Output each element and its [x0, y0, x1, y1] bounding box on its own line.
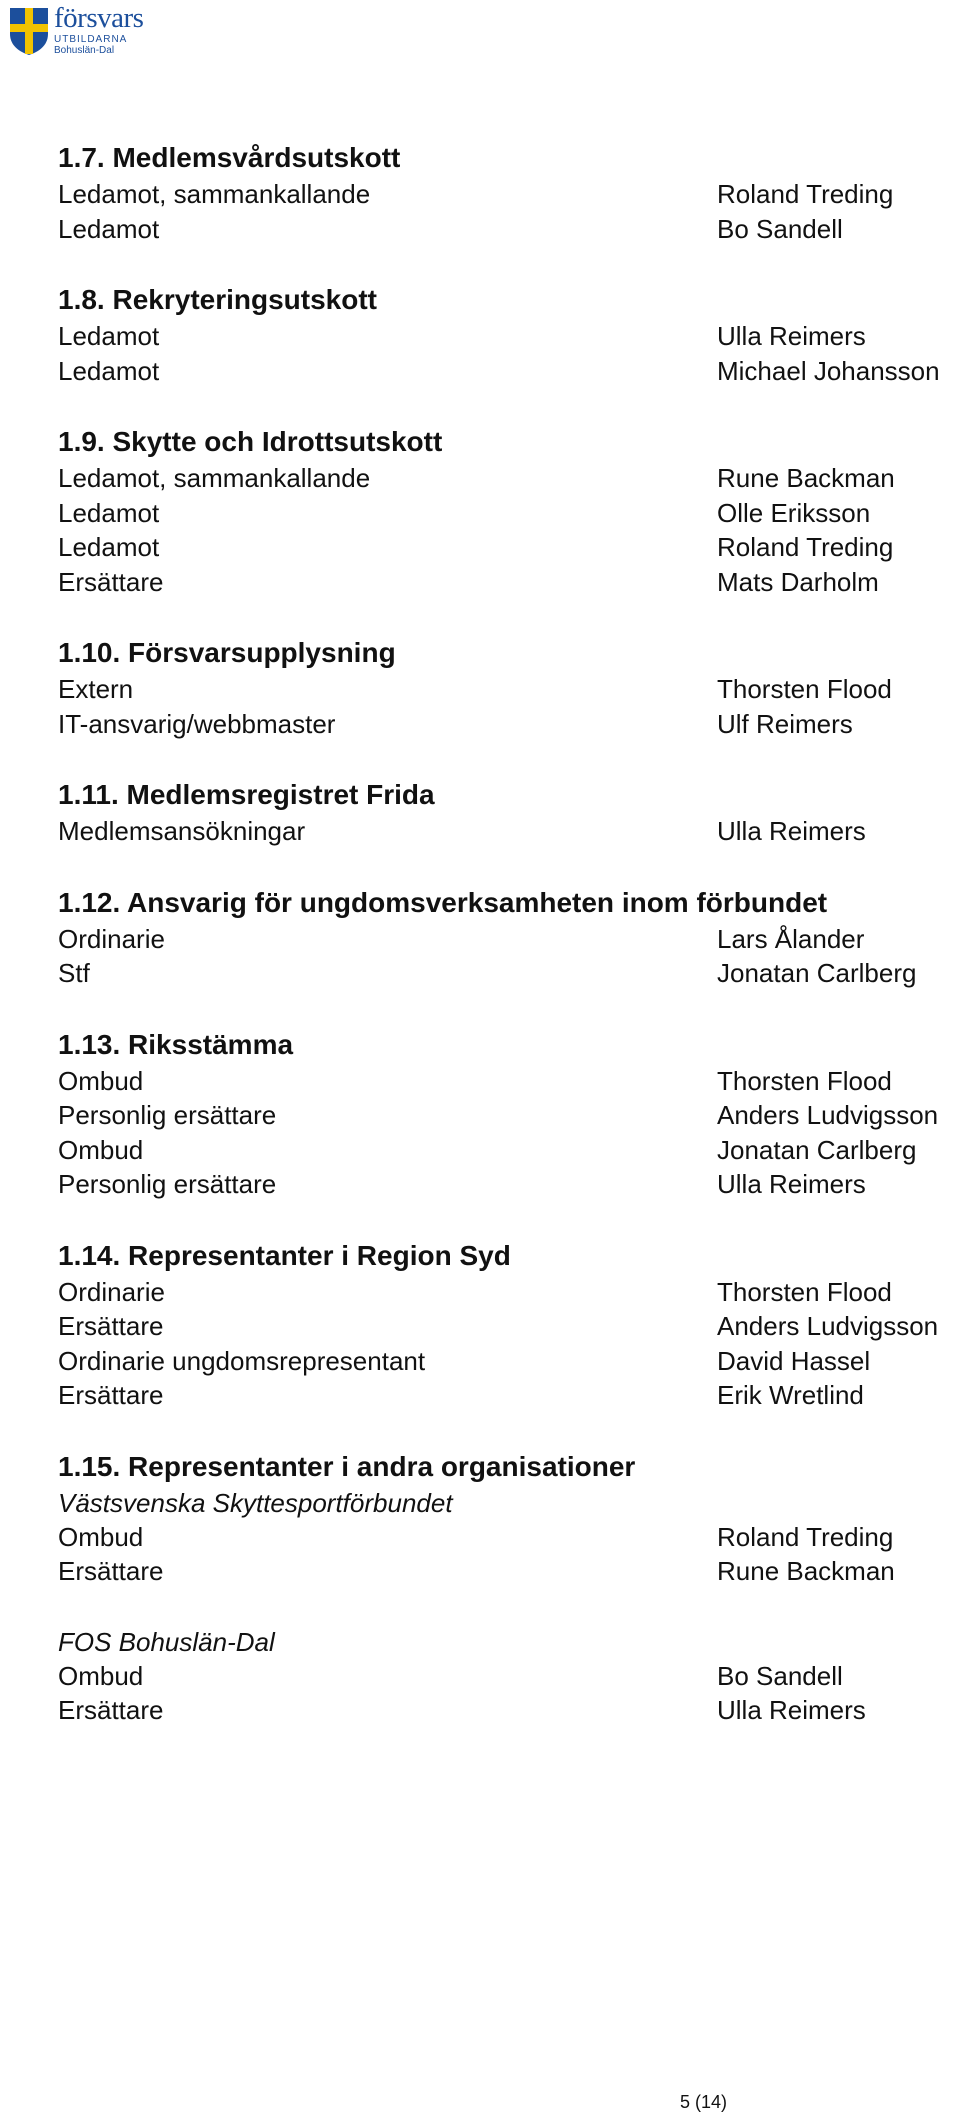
section-heading: 1.11. Medlemsregistret Frida [58, 779, 435, 810]
person-name: Roland Treding [717, 179, 894, 209]
person-name: Olle Eriksson [717, 497, 871, 528]
section-heading: 1.8. Rekryteringsutskott [58, 284, 377, 315]
role-label: Ledamot [58, 532, 160, 562]
section-medlemsregistret [58, 776, 958, 849]
role-label: Extern [58, 674, 134, 704]
section-forsvarsupplysning [58, 634, 958, 741]
person-name: Mats Darholm [717, 566, 879, 597]
role-label: Medlemsansökningar [58, 816, 306, 846]
role-label: Ordinarie ungdomsrepresentant [58, 1345, 426, 1376]
section-ungdomsverksamhet [58, 884, 958, 991]
table-row [58, 496, 958, 531]
shield-icon [8, 6, 50, 56]
person-name: Thorsten Flood [717, 674, 892, 704]
role-label: Ledamot, sammankallande [58, 463, 371, 493]
table-row [58, 1378, 958, 1413]
role-label: Ersättare [58, 1380, 164, 1410]
table-row [58, 1064, 958, 1099]
role-label: Ersättare [58, 1311, 164, 1341]
person-name: Thorsten Flood [717, 1276, 892, 1307]
logo-wordmark: försvars [54, 2, 144, 34]
role-label: Ersättare [58, 566, 164, 597]
person-name: Thorsten Flood [717, 1065, 892, 1096]
table-row [58, 530, 958, 565]
role-label: Personlig ersättare [58, 1169, 277, 1199]
role-label: Ledamot [58, 355, 160, 386]
person-name: Ulla Reimers [717, 816, 866, 846]
person-name: Lars Ålander [717, 923, 865, 954]
role-label: Ersättare [58, 1695, 164, 1725]
role-label: Ordinarie [58, 923, 165, 954]
section-heading: 1.14. Representanter i Region Syd [58, 1239, 511, 1271]
table-row [58, 1275, 958, 1310]
table-row [58, 212, 958, 247]
section-medlemsvardsutskott [58, 139, 958, 246]
role-label: Ledamot [58, 321, 160, 351]
role-label: Ledamot [58, 497, 160, 528]
person-name: Rune Backman [717, 463, 895, 493]
organization-title: Västsvenska Skyttesportförbundet [58, 1487, 453, 1518]
table-row [58, 956, 958, 991]
table-row [58, 1659, 958, 1694]
table-row [58, 1133, 958, 1168]
role-label: Ombud [58, 1134, 144, 1165]
person-name: Anders Ludvigsson [717, 1311, 939, 1341]
table-row [58, 1693, 958, 1728]
person-name: Anders Ludvigsson [717, 1100, 939, 1130]
section-heading: 1.15. Representanter i andra organisationer [58, 1450, 636, 1482]
person-name: Roland Treding [717, 1521, 894, 1552]
person-name: Ulf Reimers [717, 708, 853, 739]
section-heading: 1.10. Försvarsupplysning [58, 637, 396, 668]
section-riksstamma [58, 1026, 958, 1202]
person-name: Roland Treding [717, 532, 894, 562]
table-row [58, 1520, 958, 1555]
person-name: Michael Johansson [717, 355, 940, 386]
person-name: Bo Sandell [717, 213, 843, 244]
person-name: Jonatan Carlberg [717, 958, 917, 988]
role-label: Ordinarie [58, 1276, 165, 1307]
table-row [58, 1098, 958, 1133]
organization-logo [8, 2, 168, 56]
page-number: 5 (14) [680, 2092, 728, 2112]
person-name: Jonatan Carlberg [717, 1134, 917, 1165]
table-row [58, 461, 958, 496]
table-row [58, 177, 958, 212]
table-row [58, 565, 958, 600]
table-row [58, 707, 958, 742]
role-label: Ledamot, sammankallande [58, 179, 371, 209]
section-andra-organisationer [58, 1448, 958, 1728]
person-name: Ulla Reimers [717, 1169, 866, 1199]
role-label: Ledamot [58, 213, 160, 244]
table-row [58, 1344, 958, 1379]
document-body [58, 139, 958, 1763]
person-name: Rune Backman [717, 1556, 895, 1586]
role-label: IT-ansvarig/webbmaster [58, 708, 336, 739]
section-heading: 1.7. Medlemsvårdsutskott [58, 142, 401, 173]
table-row [58, 672, 958, 707]
section-rekryteringsutskott [58, 281, 958, 388]
section-heading: 1.9. Skytte och Idrottsutskott [58, 426, 443, 457]
section-skytte-idrottsutskott [58, 423, 958, 599]
role-label: Ersättare [58, 1556, 164, 1586]
table-row [58, 1309, 958, 1344]
table-row [58, 319, 958, 354]
section-heading: 1.13. Riksstämma [58, 1028, 294, 1060]
table-row [58, 814, 958, 849]
organization-title: FOS Bohuslän-Dal [58, 1626, 275, 1657]
logo-region: Bohuslän-Dal [54, 45, 115, 56]
role-label: Ombud [58, 1065, 144, 1096]
table-row [58, 1167, 958, 1202]
table-row [58, 1554, 958, 1589]
role-label: Ombud [58, 1660, 144, 1691]
role-label: Personlig ersättare [58, 1100, 277, 1130]
person-name: Bo Sandell [717, 1660, 843, 1691]
person-name: Erik Wretlind [717, 1380, 864, 1410]
person-name: David Hassel [717, 1345, 871, 1376]
role-label: Stf [58, 958, 90, 988]
table-row [58, 922, 958, 957]
role-label: Ombud [58, 1521, 144, 1552]
person-name: Ulla Reimers [717, 321, 866, 351]
section-region-syd [58, 1237, 958, 1413]
table-row [58, 354, 958, 389]
logo-subtitle: UTBILDARNA [54, 34, 128, 45]
section-heading: 1.12. Ansvarig för ungdomsverksamheten inom förbundet [58, 886, 828, 918]
person-name: Ulla Reimers [717, 1695, 866, 1725]
